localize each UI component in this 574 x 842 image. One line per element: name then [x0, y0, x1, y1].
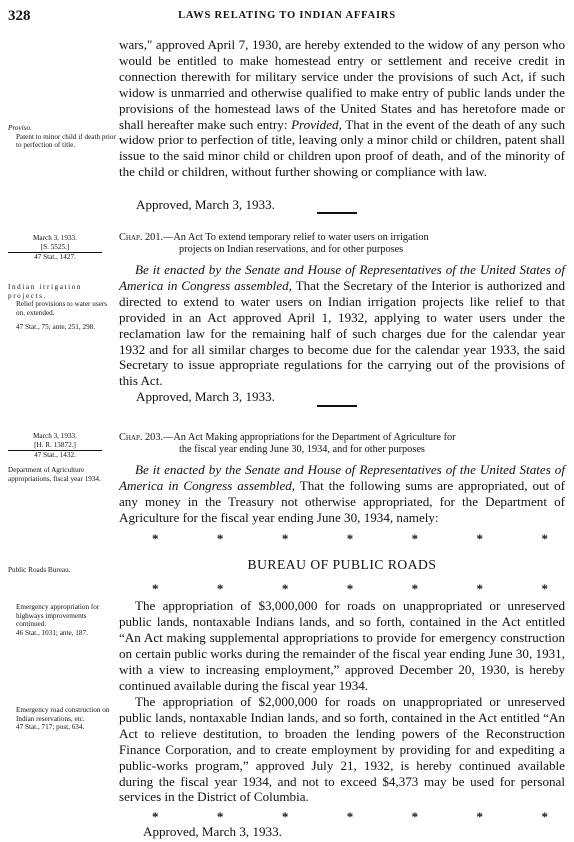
continued-section — [119, 37, 565, 180]
section-heading: BUREAU OF PUBLIC ROADS — [247, 557, 437, 572]
chap201-body: Be it enacted by the Senate and House of Representatives of the United States of America in Congress assembled, That the Secretary of the Interior is authorized and directed to extend to water users on Indian irrigation projects like relief to that provided in an Act approved April 1, 1932, applying to water users under the reclamation law for the remaining half of such charges due for the calendar year 1932 and for all similar charges to become due for the calendar year 1933, the said Secretary to issue appropriate regulations for the carrying out of the provisions of this Act. — [119, 262, 565, 389]
chap203-date-box: March 3, 1933. [H. R. 13872.] 47 Stat., 1432. — [8, 432, 102, 460]
page-header — [8, 8, 566, 26]
chap201-title: Chap. 201.—An Act To extend temporary relief to water users on irrigation projects on Indian reservations, and for other purposes — [119, 232, 429, 256]
ellipsis-stars: * * * * * * * — [152, 809, 548, 824]
appropriation-paragraph-1: The appropriation of $3,000,000 for roads on unappropriated or unreserved public lands, nontaxable Indians lands, and so forth, contained in the Act entitled “An Act making supplemental appropriations to provide for emergency construction on certain public works during the remainder of the fiscal year ending June 30, 1931, with a view to increasing employment,” approved December 20, 1930, is hereby continued available during the fiscal year 1934. — [119, 598, 565, 693]
approved-line-3: Approved, March 3, 1933. — [143, 824, 282, 839]
chap201-date-box: March 3, 1933. [S. 5525.] 47 Stat., 1427. — [8, 234, 102, 262]
chap201-margin-notes: Indian irrigation projects. Relief provisions to water users on, extended. 47 Stat., 75; ante, 251, 298. — [8, 283, 108, 332]
section-rule — [317, 212, 357, 214]
chap203-title: Chap. 203.—An Act Making appropriations for the Department of Agriculture for the fiscal year ending June 30, 1934, and for other purposes — [119, 432, 456, 456]
margin-note-emergency-2: Emergency road construction on Indian reservations, etc. 47 Stat., 717; post, 634. — [16, 706, 110, 732]
chap203-body: Be it enacted by the Senate and House of Representatives of the United States of America in Congress assembled, That the following sums are appropriated, out of any money in the Treasury not otherwise appropriated, for the Department of Agriculture for the fiscal year ending June 30, 1934, namely: — [119, 462, 566, 525]
margin-note-proviso: Proviso. Patent to minor child if death prior to perfection of title. — [8, 124, 116, 150]
enacting-clause: Be it enacted by the Senate and House of Representatives of the United States of America in Congress assembled, — [119, 262, 565, 293]
ellipsis-stars: * * * * * * * — [152, 531, 548, 546]
enacting-clause: Be it enacted by the Senate and House of Representatives of the United States of America in Congress assembled, — [119, 462, 565, 493]
running-title: LAWS RELATING TO INDIAN AFFAIRS — [178, 10, 396, 21]
ellipsis-stars: * * * * * * * — [152, 581, 548, 596]
page-number: 328 — [8, 8, 31, 24]
proviso-word: Provided — [291, 116, 339, 132]
approved-line-2: Approved, March 3, 1933. — [136, 389, 275, 404]
section-rule — [317, 405, 357, 407]
margin-note-emergency-1: Emergency appropriation for highways improvements continued. 46 Stat., 1031; ante, 187. — [16, 603, 100, 637]
chap203-margin-dept: Department of Agriculture appropriations, fiscal year 1934. — [8, 466, 101, 483]
margin-note-bureau: Public Roads Bureau. — [8, 566, 71, 574]
continued-paragraph: wars," approved April 7, 1930, are hereby extended to the widow of any person who would be entitled to make homestead entry or settlement and receive credit in connection therewith for military service under the provisions of such Act, if such widow is unmarried and otherwise qualified to make entry of public lands under the provisions of the homestead laws of the United States and has heretofore made or shall hereafter make such entry: Provided, That in the event of the death of any such widow prior to perfection of title, leaving only a minor child or children, patent shall issue to the said minor child or children upon proof of death, and of the minority of the child or children, without further showing or compliance with law. — [119, 37, 566, 180]
approved-line-1: Approved, March 3, 1933. — [136, 197, 275, 212]
appropriation-paragraph-2: The appropriation of $2,000,000 for roads on unappropriated or unreserved public lands, nontaxable Indian lands, and so forth, contained in the Act entitled “An Act to relieve destitution, to broaden the lending powers of the Reconstruction Finance Corporation, and to create employment by providing for and expediting a public-works program,” approved July 21, 1932, is hereby continued available during the fiscal year 1934, and not to exceed $4,373 may be used for personal services in the District of Columbia. — [119, 694, 565, 805]
